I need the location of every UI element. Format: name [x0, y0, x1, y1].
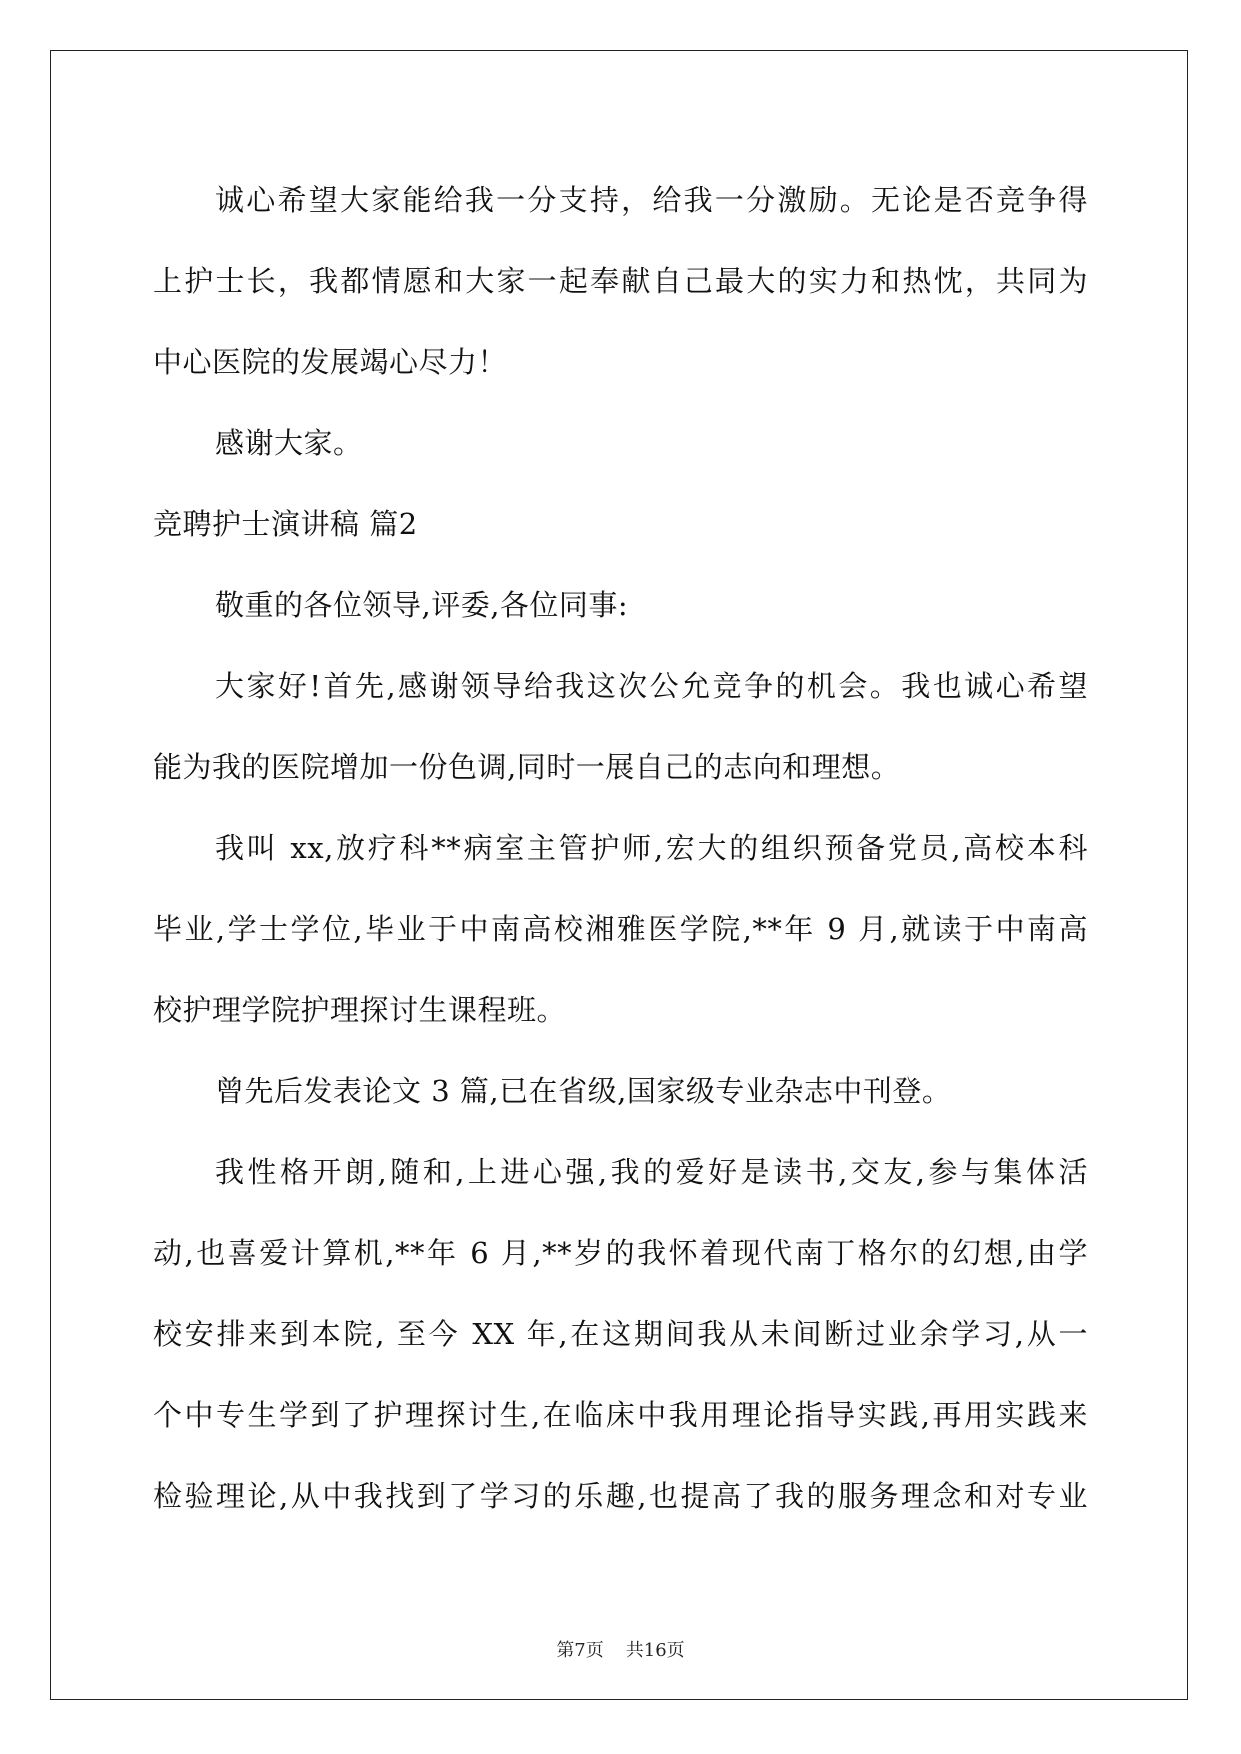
paragraph-line: 个中专生学到了护理探讨生,在临床中我用理论指导实践,再用实践来 [153, 1398, 1088, 1432]
paragraph-line: 大家好!首先,感谢领导给我这次公允竞争的机会。我也诚心希望 [215, 669, 1088, 703]
paragraph-line: 我叫 xx,放疗科**病室主管护师,宏大的组织预备党员,高校本科 [215, 831, 1088, 865]
paragraph-line: 校安排来到本院, 至今 XX 年,在这期间我从未间断过业余学习,从一 [153, 1317, 1088, 1351]
paragraph-line: 曾先后发表论文 3 篇,已在省级,国家级专业杂志中刊登。 [215, 1074, 952, 1108]
page-footer [0, 1636, 1241, 1662]
paragraph-line: 校护理学院护理探讨生课程班。 [153, 993, 567, 1027]
paragraph-line: 能为我的医院增加一份色调,同时一展自己的志向和理想。 [153, 750, 901, 784]
paragraph-line: 诚心希望大家能给我一分支持，给我一分激励。无论是否竞争得 [215, 183, 1088, 217]
page-count: 共16页 [625, 1640, 685, 1661]
paragraph-line: 我性格开朗,随和,上进心强,我的爱好是读书,交友,参与集体活 [215, 1155, 1088, 1189]
section-heading: 竞聘护士演讲稿 篇2 [153, 507, 418, 541]
paragraph-line: 检验理论,从中我找到了学习的乐趣,也提高了我的服务理念和对专业 [153, 1479, 1088, 1513]
paragraph-line: 中心医院的发展竭心尽力！ [153, 345, 508, 379]
page-number: 第7页 [556, 1640, 604, 1661]
salutation: 敬重的各位领导,评委,各位同事: [215, 588, 629, 622]
paragraph-line: 感谢大家。 [215, 426, 363, 460]
paragraph-line: 动,也喜爱计算机,**年 6 月,**岁的我怀着现代南丁格尔的幻想,由学 [153, 1236, 1088, 1270]
document-body [153, 160, 1088, 1537]
paragraph-line: 上护士长，我都情愿和大家一起奉献自己最大的实力和热忱，共同为 [153, 264, 1088, 298]
paragraph-line: 毕业,学士学位,毕业于中南高校湘雅医学院,**年 9 月,就读于中南高 [153, 912, 1088, 946]
